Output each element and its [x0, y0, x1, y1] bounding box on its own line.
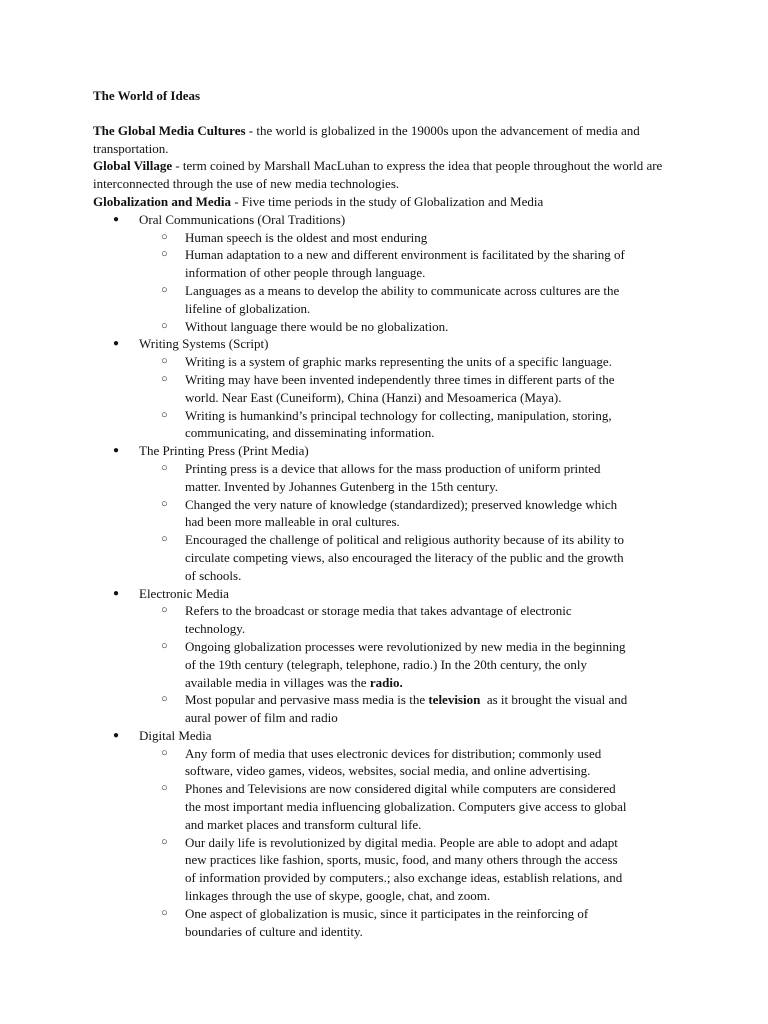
point-item: [139, 496, 629, 532]
period-item: [93, 727, 683, 941]
point-item: [139, 318, 629, 336]
point-text: Ongoing globalization processes were revolutionized by new media in the beginning of the 19th century (telegraph, telephone, radio.) In the 20th century, the only available media in villages was the: [185, 638, 626, 690]
period-item: [93, 211, 683, 336]
hollow-bullet-icon: ○: [161, 248, 168, 261]
hollow-bullet-icon: ○: [161, 693, 168, 706]
point-text: Our daily life is revolutionized by digital media. People are able to adopt and adapt new practices like fashion, sports, music, food, and many others through the access of information provided by computers.; also exchange ideas, establish relations, and linkages through the use of skype, google, chat, and zoom.: [185, 834, 623, 904]
intro-text: - Five time periods in the study of Globalization and Media: [230, 193, 544, 209]
point-text: Phones and Televisions are now considered digital while computers are considered the most important media influencing globalization. Computers give access to global and market places and transform cultural life.: [185, 781, 627, 832]
filled-bullet-icon: ●: [113, 338, 120, 350]
point-item: [139, 229, 629, 247]
hollow-bullet-icon: ○: [161, 283, 168, 296]
hollow-bullet-icon: ○: [161, 461, 168, 474]
point-item: [139, 282, 629, 318]
point-item: [139, 246, 629, 282]
point-item: [139, 745, 629, 781]
document-page: [93, 87, 683, 940]
hollow-bullet-icon: ○: [161, 906, 168, 919]
intro-term: Globalization and Media: [93, 193, 231, 209]
intro-section: [93, 122, 683, 211]
point-text: Human speech is the oldest and most enduring: [185, 229, 428, 245]
point-text: Writing may have been invented independently three times in different parts of the world. Near East (Cuneiform), China (Hanzi) and Mesoamerica (Maya).: [185, 371, 615, 405]
point-list: [139, 353, 683, 442]
point-item: [139, 905, 629, 941]
point-item: [139, 371, 629, 407]
point-list: [139, 229, 683, 336]
intro-term: Global Village: [93, 158, 173, 174]
hollow-bullet-icon: ○: [161, 319, 168, 332]
period-label: Digital Media: [139, 727, 212, 743]
hollow-bullet-icon: ○: [161, 746, 168, 759]
filled-bullet-icon: ●: [113, 213, 120, 225]
hollow-bullet-icon: ○: [161, 604, 168, 617]
point-text: Languages as a means to develop the ability to communicate across cultures are the lifeline of globalization.: [185, 282, 620, 316]
point-item: [139, 638, 629, 691]
point-item: [139, 602, 629, 638]
intro-paragraph: [93, 122, 683, 158]
point-item: [139, 691, 629, 727]
intro-term: The Global Media Cultures: [93, 122, 246, 138]
intro-paragraph: [93, 193, 683, 211]
point-item: [139, 531, 629, 584]
point-emphasis: television: [428, 692, 481, 708]
point-text: Without language there would be no globalization.: [185, 318, 449, 334]
filled-bullet-icon: ●: [113, 729, 120, 741]
point-item: [139, 460, 629, 496]
period-item: [93, 585, 683, 727]
point-text: Encouraged the challenge of political and religious authority because of its ability to circulate competing views, also encouraged the literacy of the public and the growth of schools.: [185, 532, 624, 583]
period-label: Oral Communications (Oral Traditions): [139, 211, 346, 227]
period-label: The Printing Press (Print Media): [139, 443, 309, 459]
period-item: [93, 335, 683, 442]
period-list: [93, 211, 683, 941]
hollow-bullet-icon: ○: [161, 782, 168, 795]
hollow-bullet-icon: ○: [161, 533, 168, 546]
hollow-bullet-icon: ○: [161, 835, 168, 848]
point-text: Most popular and pervasive mass media is the: [185, 692, 429, 708]
point-item: [139, 407, 629, 443]
hollow-bullet-icon: ○: [161, 372, 168, 385]
point-item: [139, 780, 629, 833]
intro-paragraph: [93, 157, 683, 193]
point-text: Changed the very nature of knowledge (standardized); preserved knowledge which had been more malleable in oral cultures.: [185, 496, 618, 530]
period-label: Electronic Media: [139, 585, 229, 601]
point-text: Refers to the broadcast or storage media that takes advantage of electronic technology.: [185, 603, 572, 637]
point-list: [139, 602, 683, 727]
hollow-bullet-icon: ○: [161, 497, 168, 510]
hollow-bullet-icon: ○: [161, 230, 168, 243]
point-text: Printing press is a device that allows for the mass production of uniform printed matter. Invented by Johannes Gutenberg in the 15th century.: [185, 460, 601, 494]
period-item: [93, 442, 683, 584]
point-text-tail: as it brought the visual and aural power of film and radio: [185, 692, 631, 726]
filled-bullet-icon: ●: [113, 445, 120, 457]
point-text: Any form of media that uses electronic devices for distribution; commonly used software, video games, videos, websites, social media, and online advertising.: [185, 745, 602, 779]
hollow-bullet-icon: ○: [161, 408, 168, 421]
point-list: [139, 745, 683, 941]
intro-text: - the world is globalized in the 19000s upon the advancement of media and transportation.: [93, 122, 640, 156]
filled-bullet-icon: ●: [113, 587, 120, 599]
point-item: [139, 353, 629, 371]
hollow-bullet-icon: ○: [161, 639, 168, 652]
point-text: Human adaptation to a new and different environment is facilitated by the sharing of information of other people through language.: [185, 247, 625, 281]
point-item: [139, 834, 629, 905]
point-emphasis: radio.: [369, 674, 403, 690]
point-text: One aspect of globalization is music, since it participates in the reinforcing of boundaries of culture and identity.: [185, 905, 589, 939]
document-title: The World of Ideas: [93, 88, 201, 103]
intro-text: - term coined by Marshall MacLuhan to express the idea that people throughout the world are interconnected through the use of new media technologies.: [93, 158, 663, 192]
hollow-bullet-icon: ○: [161, 355, 168, 368]
point-list: [139, 460, 683, 585]
period-label: Writing Systems (Script): [139, 336, 269, 352]
point-text: Writing is humankind’s principal technology for collecting, manipulation, storing, communicating, and disseminating information.: [185, 407, 612, 441]
point-text: Writing is a system of graphic marks representing the units of a specific language.: [185, 354, 612, 370]
